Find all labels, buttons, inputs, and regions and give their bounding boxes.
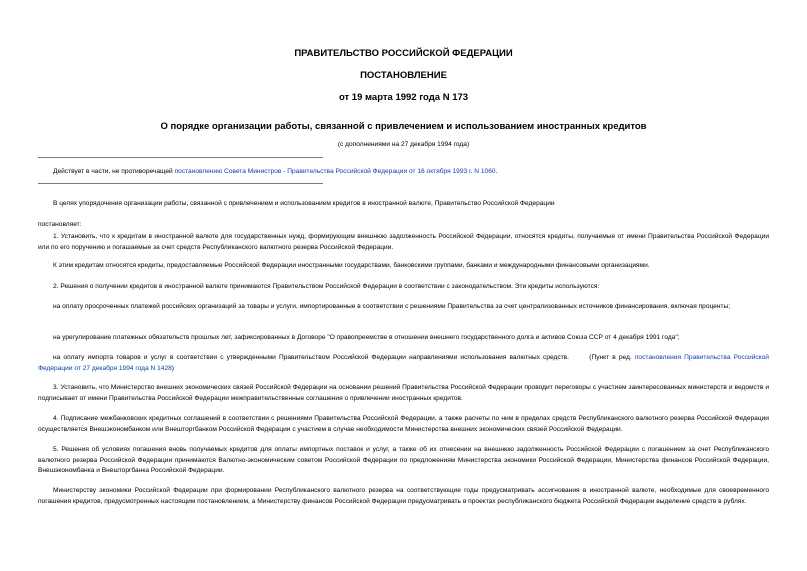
amendment-note-suffix: ) (171, 364, 174, 372)
clause-1: 1. Установить, что к кредитам в иностранной валюте для государственных нужд, формирующим внешнюю задолженность Российской Федерации, относятся кредиты, получаемые от имени Правительства Российской Федерации или по его поручению и погашаемые за счет средств Республиканского валютного резерва Российской Федерации. (38, 233, 769, 251)
document-title: О порядке организации работы, связанной с привлечением и использованием иностранных кредитов (160, 121, 647, 132)
clause-6: Министерству экономики Российской Федерации при формировании Республиканского валютного резерва на соответствующие годы предусматривать ассигнования в иностранной валюте, необходимые для своевременного погашения кредитов, предусмотренных настоящим постановлением, а Министерству финансов Российской Федерации предусматривать в проектах республиканского бюджета Российской Федерации выделение средств в рублях. (38, 487, 769, 505)
resolves-line: постановляет: (38, 221, 82, 228)
status-suffix: . (495, 168, 498, 175)
preamble-paragraph: В целях упорядочения организации работы, связанной с привлечением и использованием кредитов в иностранной валюте, Правительство Российской Федерации (53, 200, 555, 207)
bottom-divider (38, 183, 323, 184)
amendment-link[interactable]: постановления Правительства Российской Федерации от 27 декабря 1994 года N 1428 (38, 354, 769, 372)
status-prefix: Действует в части, не противоречащей (53, 168, 175, 175)
document-type-heading: ПОСТАНОВЛЕНИЕ (360, 70, 447, 81)
clause-5: 5. Решения об условиях погашения вновь получаемых кредитов для оплаты импортных поставок и услуг, а также об их отнесении на внешнюю задолженность Российской Федерации с погашением за счет Республиканского валютного резерва Российской Федерации принимаются Валютно-экономическим советом Российской Федерации по предложениям Министерства экономики Российской Федерации, Министерства финансов Российской Федерации, Внешэкономбанка и Внешторгбанка Российской Федерации. (38, 446, 769, 474)
clause-4: 4. Подписание межбанковских кредитных соглашений в соответствии с решениями Правительства Российской Федерации, а также расчеты по ним в пределах средств Республиканского валютного резерва Российской Федерации осуществляется Внешэкономбанком или Внешторгбанком Российской Федерации с участием в случае необходимости Министерства внешних экономических связей Российской Федерации. (38, 415, 769, 433)
date-number-heading: от 19 марта 1992 года N 173 (338, 92, 469, 103)
status-note (38, 167, 769, 178)
amendment-note-prefix: (Пункт в ред. (589, 354, 635, 361)
clause-3: 3. Установить, что Министерство внешних экономических связей Российской Федерации на основании решений Правительства Российской Федерации проводит переговоры с участием заинтересованных министерств и ведомств и подписывает от имени Правительства Российской Федерации межправительственные соглашения о привлечении иностранных кредитов. (38, 384, 769, 402)
clause-2: 2. Решения о получении кредитов в иностранной валюте принимаются Правительством Российской Федерации в соответствии с законодательством. Эти кредиты используются: (53, 283, 600, 290)
issuer-heading: ПРАВИТЕЛЬСТВО РОССИЙСКОЙ ФЕДЕРАЦИИ (294, 48, 513, 59)
amendments-note: (с дополнениями на 27 декабря 1994 года) (337, 141, 470, 148)
status-link[interactable]: постановлению Совета Министров - Правительства Российской Федерации от 16 октября 1993 г. N 1060 (174, 168, 496, 175)
clause-2-item-c (38, 353, 769, 374)
top-divider (38, 157, 323, 158)
clause-2-item-b: на урегулирование платежных обязательств прошлых лет, зафиксированных в Договоре "О правопреемстве в отношении внешнего государственного долга и активов Союза ССР от 4 декабря 1991 года"; (53, 334, 680, 341)
clause-2-item-c-text: на оплату импорта товаров и услуг в соответствии с утвержденными Правительством Российской Федерации направлениями использования валютных средств. (53, 354, 570, 361)
clause-2-item-a: на оплату просроченных платежей российских организаций за товары и услуги, импортированные в соответствии с решениями Правительства за счет централизованных источников финансирования, включая проценты; (53, 303, 731, 310)
clause-1-credits: К этим кредитам относятся кредиты, предоставляемые Российской Федерации иностранными государствами, банковскими группами, банками и международными финансовыми организациями. (53, 262, 650, 269)
